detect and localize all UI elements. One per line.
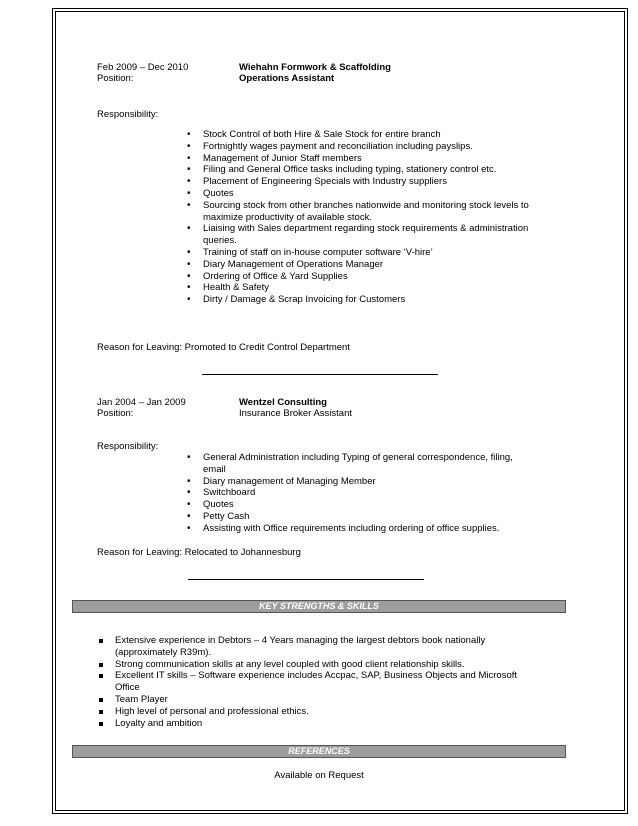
key-strengths-list (99, 635, 539, 729)
job1-company: Wiehahn Formwork & Scaffolding (239, 62, 391, 73)
job2-company: Wentzel Consulting (239, 397, 327, 408)
job2-dates: Jan 2004 – Jan 2009 (97, 397, 186, 408)
list-item: • Ordering of Office & Yard Supplies (187, 271, 545, 283)
list-item: • Management of Junior Staff members (187, 153, 545, 165)
list-item: High level of personal and professional ethics. (99, 706, 539, 718)
list-item: • Dirty / Damage & Scrap Invoicing for Customers (187, 294, 545, 306)
job2-separator-line (188, 579, 424, 580)
list-item: • Switchboard (187, 487, 532, 499)
list-item: • Health & Safety (187, 282, 545, 294)
job1-position-label: Position: (97, 73, 134, 84)
list-item: • Quotes (187, 188, 545, 200)
list-item: • Quotes (187, 499, 532, 511)
job1-position: Operations Assistant (239, 73, 335, 84)
list-item: • Assisting with Office requirements including ordering of office supplies. (187, 523, 532, 535)
list-item: Extensive experience in Debtors – 4 Years managing the largest debtors book nationally (approximately R39m). (99, 635, 539, 659)
references-heading: REFERENCES (72, 745, 566, 758)
key-strengths-heading: KEY STRENGTHS & SKILLS (72, 600, 566, 613)
list-item: Strong communication skills at any level coupled with good client relationship skills. (99, 659, 539, 671)
references-text: Available on Request (274, 770, 364, 781)
job1-separator-line (202, 374, 438, 375)
job2-position: Insurance Broker Assistant (239, 408, 352, 419)
list-item: • Placement of Engineering Specials with Industry suppliers (187, 176, 545, 188)
list-item: Loyalty and ambition (99, 718, 539, 730)
list-item: • Training of staff on in-house computer software ‘V-hire’ (187, 247, 545, 259)
job1-responsibility-list (187, 129, 545, 306)
list-item: • Stock Control of both Hire & Sale Stock for entire branch (187, 129, 545, 141)
job2-reason-for-leaving: Reason for Leaving: Relocated to Johannesburg (97, 547, 301, 558)
job2-position-label: Position: (97, 408, 134, 419)
job1-reason-for-leaving: Reason for Leaving: Promoted to Credit Control Department (97, 342, 350, 353)
job2-responsibility-list (187, 452, 532, 535)
list-item: • Diary Management of Operations Manager (187, 259, 545, 271)
list-item: • Fortnightly wages payment and reconciliation including payslips. (187, 141, 545, 153)
list-item: • Filing and General Office tasks including typing, stationery control etc. (187, 164, 545, 176)
job1-dates: Feb 2009 – Dec 2010 (97, 62, 189, 73)
job1-responsibility-label: Responsibility: (97, 109, 159, 120)
list-item: Team Player (99, 694, 539, 706)
list-item: • Petty Cash (187, 511, 532, 523)
job2-responsibility-label: Responsibility: (97, 441, 159, 452)
list-item: • Liaising with Sales department regarding stock requirements & administration queries. (187, 223, 545, 247)
list-item: • Sourcing stock from other branches nationwide and monitoring stock levels to maximize productivity of available stock. (187, 200, 545, 224)
list-item: • General Administration including Typing of general correspondence, filing, email (187, 452, 532, 476)
list-item: • Diary management of Managing Member (187, 476, 532, 488)
list-item: Excellent IT skills – Software experience includes Accpac, SAP, Business Objects and Microsoft Office (99, 670, 539, 694)
